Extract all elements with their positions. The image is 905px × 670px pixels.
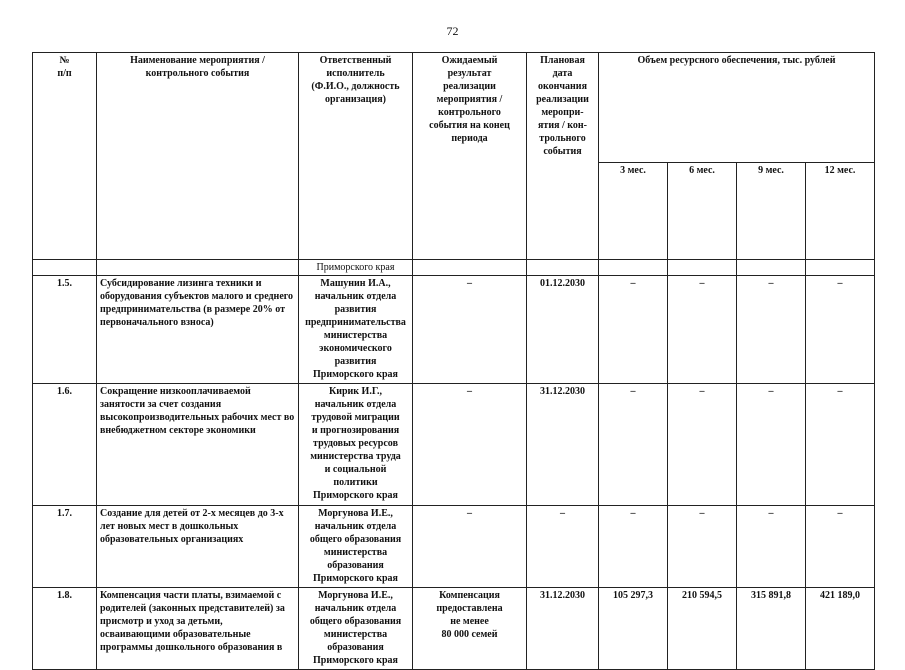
row-date: 01.12.2030 — [527, 276, 599, 384]
row-v9: 315 891,8 — [737, 588, 806, 670]
row-result: – — [413, 506, 527, 588]
col-result-header: Ожидаемый результат реализации мероприятия / контрольного события на конец периода — [413, 53, 527, 260]
col-date-header: Плановая дата окончания реализации меропри- ятия / кон- трольного события — [527, 53, 599, 260]
table-row — [33, 260, 875, 276]
row-v9: – — [737, 506, 806, 588]
row-num: 1.5. — [33, 276, 97, 384]
row-v3: – — [599, 506, 668, 588]
row-v12: – — [806, 506, 875, 588]
col-volume-header: Объем ресурсного обеспечения, тыс. рублей — [599, 53, 875, 163]
row-result: – — [413, 384, 527, 506]
row-v6: 210 594,5 — [668, 588, 737, 670]
col-name-header: Наименование мероприятия / контрольного события — [97, 53, 299, 260]
row-v6: – — [668, 276, 737, 384]
row-name: Компенсация части платы, взимаемой с родителей (законных представителей) за присмотр и уход за детьми, осваивающими образовательные программы дошкольного образования в — [97, 588, 299, 670]
row-v12: – — [806, 276, 875, 384]
carry-responsible: Приморского края — [299, 260, 413, 276]
page-number: 72 — [446, 24, 459, 38]
period-9-header: 9 мес. — [737, 163, 806, 260]
row-result: Компенсация предоставлена не менее 80 000 семей — [413, 588, 527, 670]
row-v3: – — [599, 384, 668, 506]
row-v3: 105 297,3 — [599, 588, 668, 670]
period-12-header: 12 мес. — [806, 163, 875, 260]
row-responsible: Моргунова И.Е., начальник отдела общего образования министерства образования Приморского края — [299, 506, 413, 588]
row-result: – — [413, 276, 527, 384]
row-name: Сокращение низкооплачиваемой занятости за счет создания высокопроизводительных рабочих мест во внебюджетном секторе экономики — [97, 384, 299, 506]
row-v12: – — [806, 384, 875, 506]
activities-table — [32, 52, 875, 670]
row-num: 1.6. — [33, 384, 97, 506]
row-date: – — [527, 506, 599, 588]
row-responsible: Кирик И.Г., начальник отдела трудовой миграции и прогнозирования трудовых ресурсов министерства труда и социальной политики Приморского края — [299, 384, 413, 506]
row-responsible: Машунин И.А., начальник отдела развития предпринимательства министерства экономического развития Приморского края — [299, 276, 413, 384]
row-v6: – — [668, 384, 737, 506]
table-row — [33, 588, 875, 670]
row-num: 1.8. — [33, 588, 97, 670]
table-row — [33, 276, 875, 384]
period-3-header: 3 мес. — [599, 163, 668, 260]
row-v9: – — [737, 276, 806, 384]
row-v6: – — [668, 506, 737, 588]
row-num: 1.7. — [33, 506, 97, 588]
col-responsible-header: Ответственный исполнитель (Ф.И.О., должность организация) — [299, 53, 413, 260]
row-name: Создание для детей от 2-х месяцев до 3-х лет новых мест в дошкольных образовательных организациях — [97, 506, 299, 588]
row-name: Субсидирование лизинга техники и оборудования субъектов малого и среднего предпринимательства (в размере 20% от первоначального взноса) — [97, 276, 299, 384]
row-responsible: Моргунова И.Е., начальник отдела общего образования министерства образования Приморского края — [299, 588, 413, 670]
row-v12: 421 189,0 — [806, 588, 875, 670]
row-v3: – — [599, 276, 668, 384]
table-row — [33, 506, 875, 588]
row-date: 31.12.2030 — [527, 384, 599, 506]
period-6-header: 6 мес. — [668, 163, 737, 260]
row-date: 31.12.2030 — [527, 588, 599, 670]
row-v9: – — [737, 384, 806, 506]
col-num-header: № п/п — [33, 53, 97, 260]
header-row — [33, 53, 875, 163]
table-row — [33, 384, 875, 506]
